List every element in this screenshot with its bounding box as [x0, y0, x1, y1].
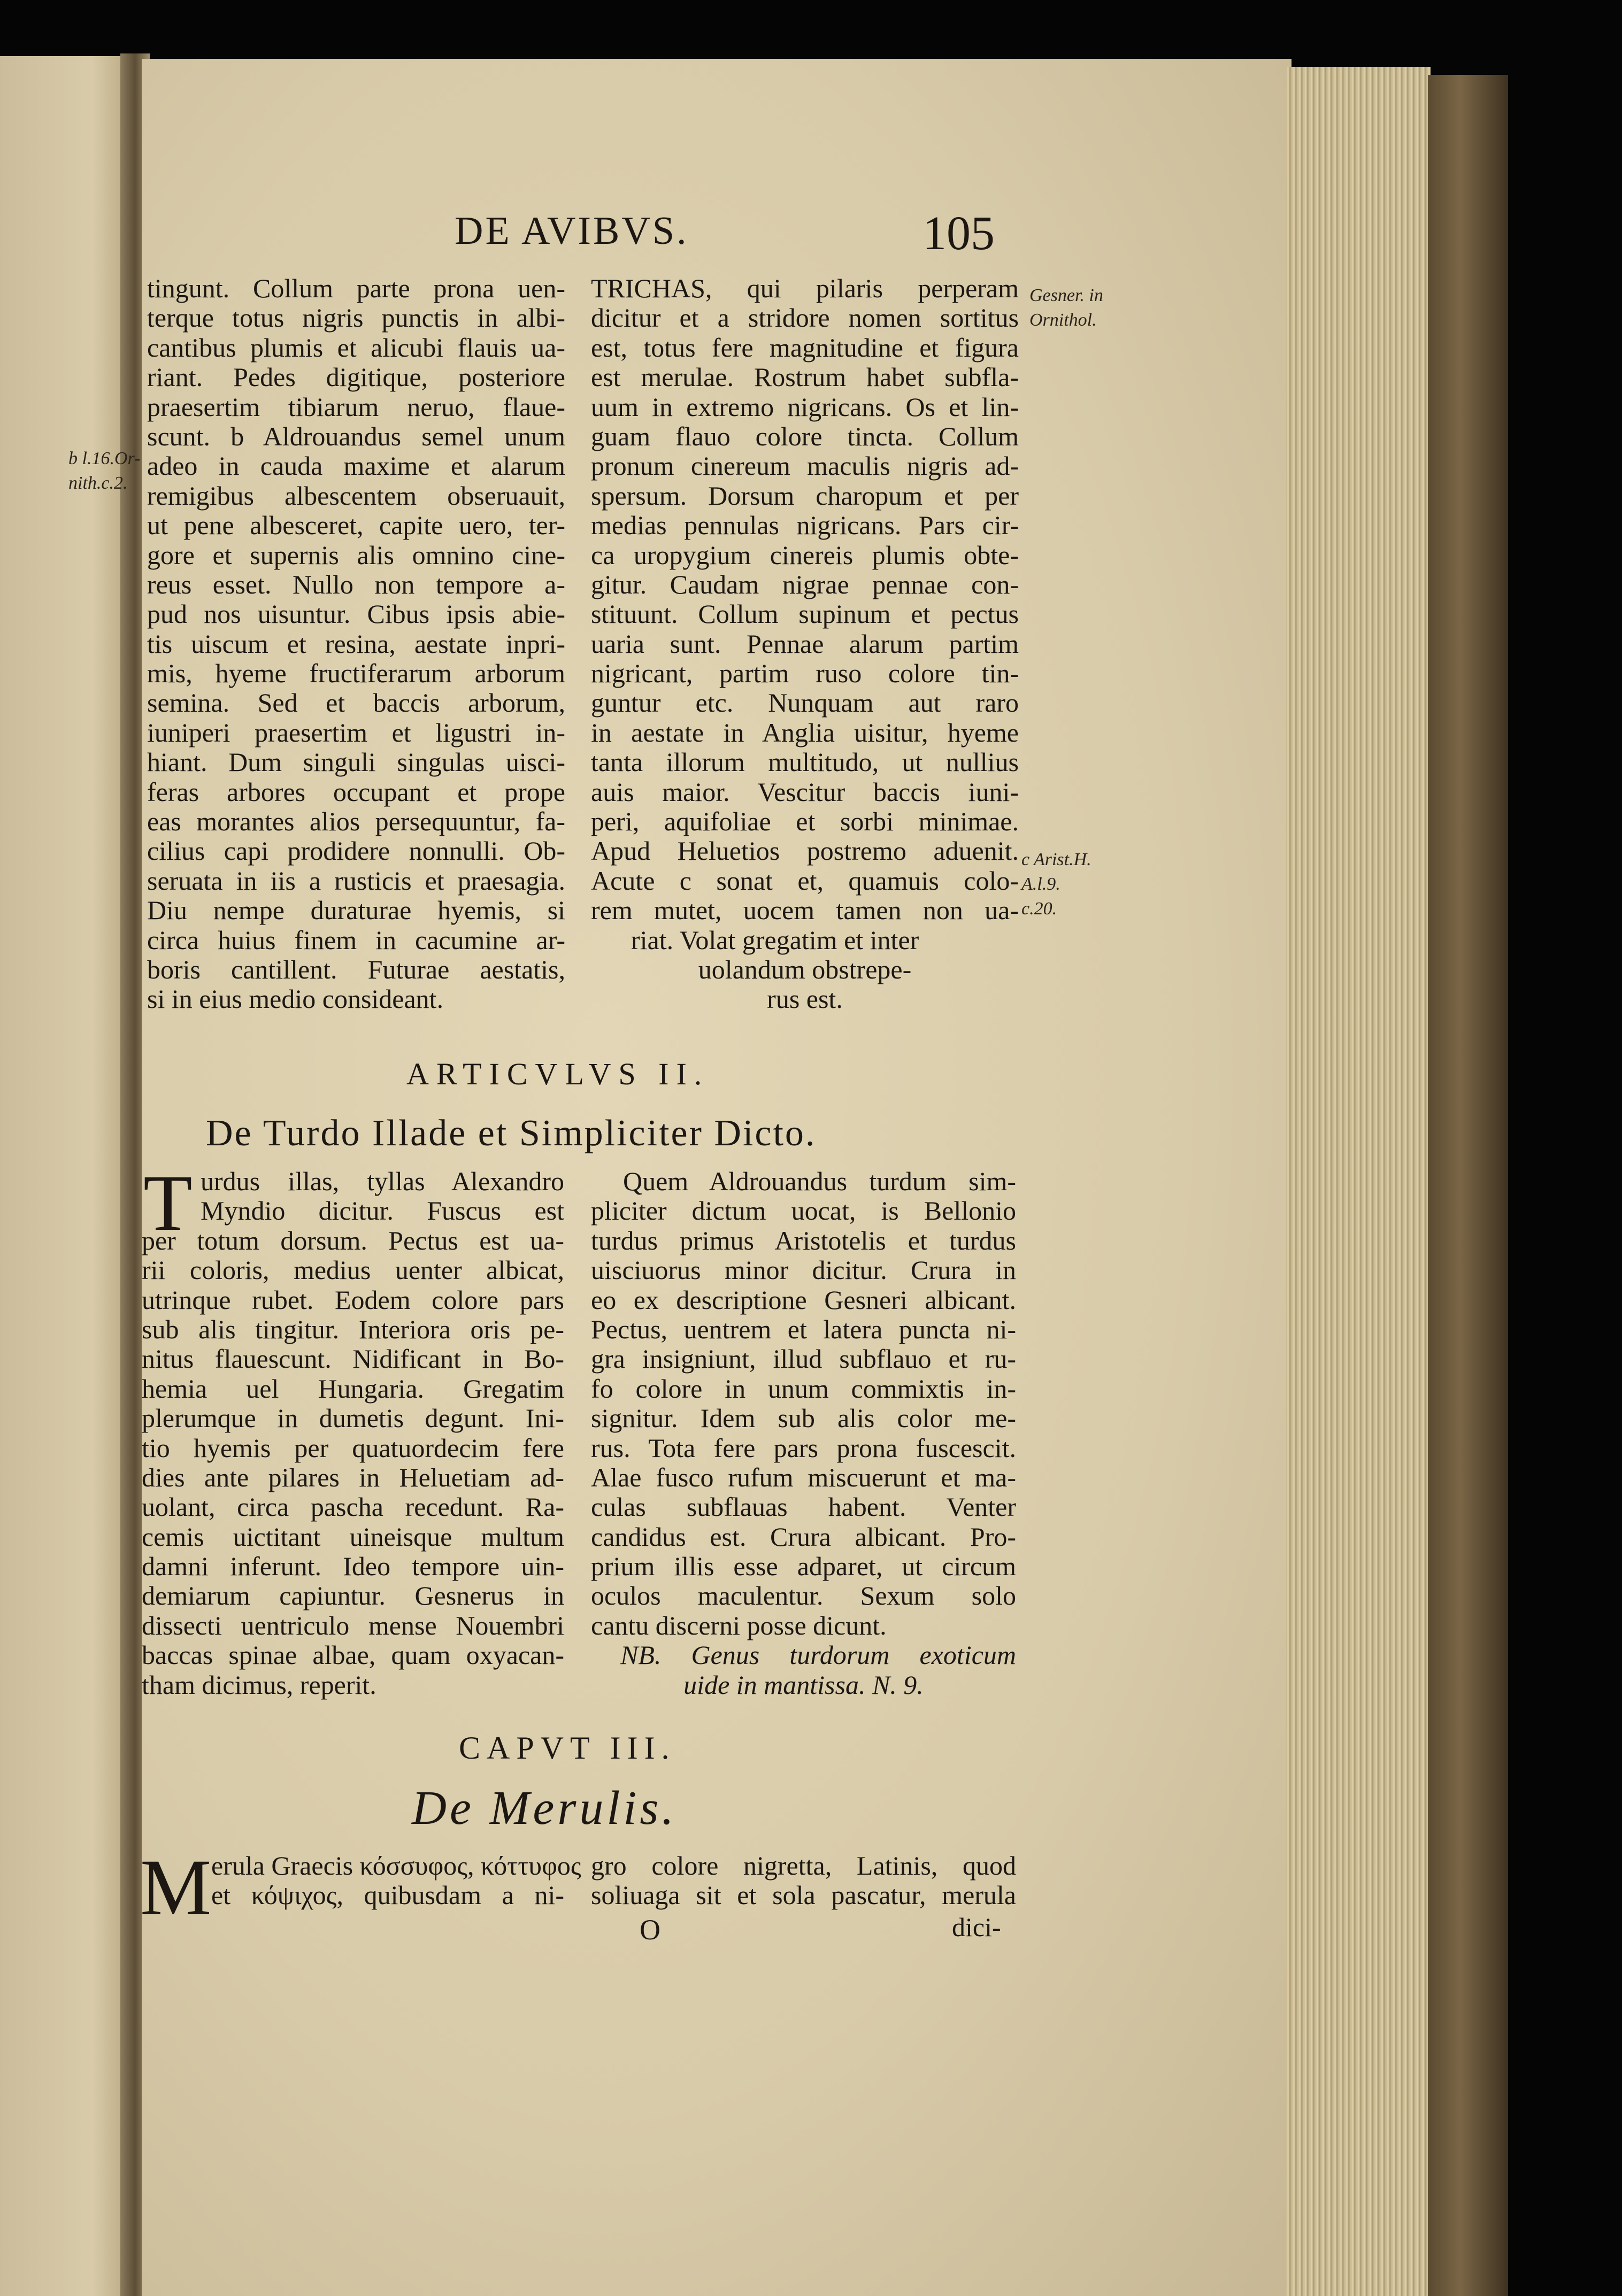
text-line: tanta illorum multitudo, ut nullius — [591, 747, 1019, 777]
margin-note-line: b l.16.Or- — [68, 449, 141, 468]
drop-cap-t: T — [143, 1159, 193, 1247]
text-line: pronum cinereum maculis nigris ad- — [591, 451, 1019, 481]
margin-note-right-bottom — [1021, 847, 1091, 921]
nota-bene-line: NB. Genus turdorum exoticum — [620, 1640, 1016, 1670]
text-line: demiarum capiuntur. Gesnerus in — [142, 1581, 564, 1611]
text-line: uolant, circa pascha recedunt. Ra- — [142, 1492, 564, 1522]
text-line: cantu discerni posse dicunt. — [591, 1610, 887, 1640]
text-line: praesertim tibiarum neruo, flaue- — [147, 391, 565, 422]
text-line: circa huius finem in cacumine ar- — [147, 924, 565, 955]
margin-note-line: Gesner. in — [1029, 286, 1103, 305]
chapter-heading: CAPVT III. — [459, 1730, 676, 1766]
chapter-title: De Merulis. — [412, 1782, 677, 1835]
text-line: rus. Tota fere pars prona fuscescit. — [591, 1432, 1016, 1463]
nota-bene-line: uide in mantissa. N. 9. — [683, 1669, 924, 1700]
text-line: erula Graecis κόσσυφος, κόττυφος — [211, 1851, 581, 1881]
text-line: culas subflauas habent. Venter — [591, 1492, 1016, 1522]
text-line: turdus primus Aristotelis et turdus — [591, 1225, 1016, 1255]
text-line: cantibus plumis et alicubi flauis ua- — [147, 332, 565, 363]
facing-page-edge — [0, 56, 131, 2296]
text-line: ca uropygium cinereis plumis obte- — [591, 540, 1019, 570]
article-subtitle: De Turdo Illade et Simpliciter Dicto. — [206, 1113, 817, 1154]
text-line: ut pene albesceret, capite uero, ter- — [147, 510, 565, 541]
text-line: reus esset. Nullo non tempore a- — [147, 569, 565, 599]
text-line: nitus flauescunt. Nidificant in Bo- — [142, 1344, 564, 1374]
text-line: medias pennulas nigricans. Pars cir- — [591, 510, 1019, 541]
text-line: remigibus albescentem obseruauit, — [147, 480, 565, 511]
text-line: eas morantes alios persequuntur, fa- — [147, 806, 565, 837]
text-line: peri, aquifoliae et sorbi minimae. — [591, 806, 1019, 837]
text-line: adeo in cauda maxime et alarum — [147, 451, 565, 481]
text-line: Diu nempe duraturae hyemis, si — [147, 895, 565, 926]
text-line: tis uiscum et resina, aestate inpri- — [147, 628, 565, 659]
text-line: Apud Heluetios postremo aduenit. — [591, 836, 1019, 866]
page-number: 105 — [923, 207, 995, 260]
drop-cap-m: M — [140, 1843, 212, 1932]
text-line: tingunt. Collum parte prona uen- — [147, 273, 565, 303]
text-line: guntur etc. Nunquam aut raro — [591, 688, 1019, 718]
margin-note-right-top — [1029, 283, 1103, 333]
text-line: pud nos uisuntur. Cibus ipsis abie- — [147, 599, 565, 629]
text-line: sub alis tingitur. Interiora oris pe- — [142, 1314, 564, 1344]
text-line: Quem Aldrouandus turdum sim- — [623, 1166, 1016, 1196]
text-line: uum in extremo nigricans. Os et lin- — [591, 391, 1019, 422]
text-line: hiant. Dum singuli singulas uisci- — [147, 747, 565, 777]
article-heading: ARTICVLVS II. — [406, 1057, 710, 1091]
text-line: eo ex descriptione Gesneri albicant. — [591, 1284, 1016, 1315]
text-line: Alae fusco rufum miscuerunt et ma- — [591, 1462, 1016, 1492]
text-line: Myndio dicitur. Fuscus est — [201, 1196, 564, 1226]
book-cover-edge — [1428, 75, 1508, 2296]
text-line: plerumque in dumetis degunt. Ini- — [142, 1403, 564, 1434]
text-line: gro colore nigretta, Latinis, quod — [591, 1851, 1016, 1881]
text-line: mis, hyeme fructiferarum arborum — [147, 658, 565, 689]
text-line: scunt. b Aldrouandus semel unum — [147, 421, 565, 451]
running-header: DE AVIBVS. — [455, 209, 689, 253]
page-edges — [1286, 67, 1431, 2296]
text-line: Pectus, uentrem et latera puncta ni- — [591, 1314, 1016, 1344]
text-line: gore et supernis alis omnino cine- — [147, 540, 565, 570]
text-line: riat. Volat gregatim et inter — [631, 924, 919, 955]
text-line: Acute c sonat et, quamuis colo- — [591, 865, 1019, 896]
text-line: uaria sunt. Pennae alarum partim — [591, 628, 1019, 659]
text-line: seruata in iis a rusticis et praesagia. — [147, 865, 565, 896]
text-line: feras arbores occupant et prope — [147, 776, 565, 807]
text-line: stituunt. Collum supinum et pectus — [591, 599, 1019, 629]
text-line: dissecti uentriculo mense Nouembri — [142, 1610, 564, 1640]
text-line: oculos maculentur. Sexum solo — [591, 1581, 1016, 1611]
signature-mark: O — [640, 1914, 660, 1946]
text-line: si in eius medio considеant. — [147, 984, 444, 1014]
text-line: uisciuorus minor dicitur. Crura in — [591, 1255, 1016, 1285]
text-line: nigricant, partim ruso colore tin- — [591, 658, 1019, 689]
text-line: uolandum obstrepe- — [698, 954, 912, 984]
text-line: pliciter dictum uocat, is Bellonio — [591, 1196, 1016, 1226]
margin-note-line: nith.c.2. — [68, 473, 128, 493]
margin-note-line: A.l.9. — [1021, 874, 1060, 894]
text-line: signitur. Idem sub alis color me- — [591, 1403, 1016, 1434]
text-line: in aestate in Anglia uisitur, hyeme — [591, 717, 1019, 748]
text-line: rus est. — [767, 984, 843, 1014]
margin-note-line: Ornithol. — [1029, 310, 1097, 330]
text-line: gitur. Caudam nigrae pennae con- — [591, 569, 1019, 599]
catchword: dici- — [952, 1912, 1001, 1942]
text-line: rem mutet, uocem tamen non ua- — [591, 895, 1019, 926]
text-line: iuniperi praesertim et ligustri in- — [147, 717, 565, 748]
text-line: gra insigniunt, illud subflauo et ru- — [591, 1344, 1016, 1374]
text-line: fo colore in unum commixtis in- — [591, 1373, 1016, 1404]
article1-right-column — [591, 274, 1019, 1014]
text-line: dies ante pilares in Heluetiam ad- — [142, 1462, 564, 1492]
text-line: semina. Sed et baccis arborum, — [147, 688, 565, 718]
text-line: per totum dorsum. Pectus est ua- — [142, 1225, 564, 1255]
margin-note-line: c Arist.H. — [1021, 850, 1091, 869]
text-line: terque totus nigris punctis in albi- — [147, 303, 565, 333]
text-line: tio hyemis per quatuordecim fere — [142, 1432, 564, 1463]
text-line: est, totus fere magnitudine et figura — [591, 332, 1019, 363]
text-line: prium illis esse adparet, ut circum — [591, 1551, 1016, 1582]
text-line: rii coloris, medius uenter albicat, — [142, 1255, 564, 1285]
text-line: auis maior. Vescitur baccis iuni- — [591, 776, 1019, 807]
margin-note-left — [68, 446, 140, 496]
text-line: TRICHAS, qui pilaris perperam — [591, 273, 1019, 303]
text-line: damni inferunt. Ideo tempore uin- — [142, 1551, 564, 1582]
text-line: riant. Pedes digitique, posteriore — [147, 362, 565, 392]
chapter3-right-column — [591, 1851, 1016, 1910]
text-line: utrinque rubet. Eodem colore pars — [142, 1284, 564, 1315]
article2-left-column — [142, 1167, 564, 1700]
chapter3-left-column — [142, 1851, 581, 1910]
text-line: tham dicimus, reperit. — [142, 1669, 376, 1700]
text-line: spersum. Dorsum charopum et per — [591, 480, 1019, 511]
text-line: boris cantillent. Futurae aestatis, — [147, 954, 565, 984]
text-line: candidus est. Crura albicant. Pro- — [591, 1521, 1016, 1552]
text-line: cemis uictitant uineisque multum — [142, 1521, 564, 1552]
text-line: urdus illas, tyllas Alexandro — [201, 1166, 564, 1196]
text-line: guam flauo colore tincta. Collum — [591, 421, 1019, 451]
text-line: hemia uel Hungaria. Gregatim — [142, 1373, 564, 1404]
text-line: cilius capi prodidere nonnulli. Ob- — [147, 836, 565, 866]
text-line: soliuaga sit et sola pascatur, merula — [591, 1880, 1016, 1910]
article1-left-column — [147, 274, 565, 1014]
margin-note-line: c.20. — [1021, 899, 1057, 919]
text-line: baccas spinae albae, quam oxyacan- — [142, 1640, 564, 1670]
text-line: dicitur et a stridore nomen sortitus — [591, 303, 1019, 333]
text-line: est merulae. Rostrum habet subfla- — [591, 362, 1019, 392]
article2-right-column — [591, 1167, 1016, 1700]
text-line: et κόψιχος, quibusdam a ni- — [211, 1880, 564, 1910]
